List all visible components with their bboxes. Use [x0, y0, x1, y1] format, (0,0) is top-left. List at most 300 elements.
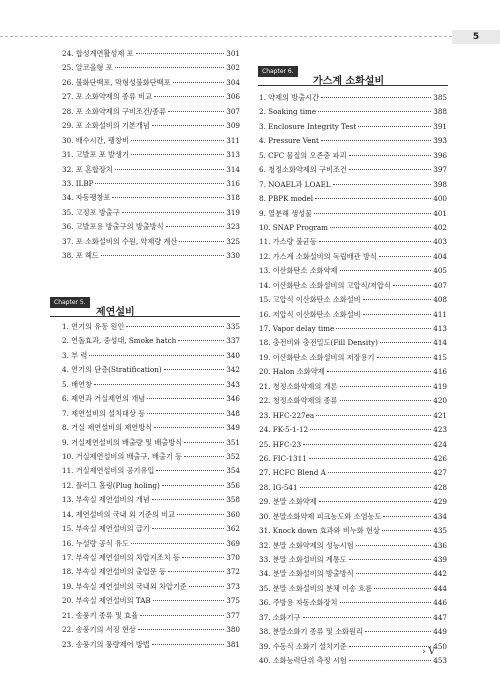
toc-leader-dots	[166, 226, 225, 227]
toc-leader-dots	[178, 340, 224, 341]
toc-entry-page: 419	[433, 381, 447, 391]
toc-entry-page: 318	[226, 193, 240, 203]
toc-entry	[62, 582, 240, 596]
toc-entry-page: 348	[226, 408, 240, 418]
toc-entry	[259, 353, 447, 367]
toc-entry-title: 24. FK-5-1-12	[259, 425, 309, 435]
toc-leader-dots	[318, 111, 431, 112]
toc-entry	[62, 611, 240, 625]
toc-entry-title: 22. 송풍기의 서징 현상	[62, 625, 136, 635]
toc-entry	[62, 394, 240, 408]
toc-entry-page: 362	[226, 524, 240, 534]
toc-leader-dots	[356, 545, 432, 546]
toc-entry	[259, 425, 447, 439]
toc-entry-title: 9. 열분해 생성물	[259, 208, 313, 218]
toc-entry-title: 21. 청정소화약제의 개론	[259, 381, 338, 391]
toc-entry-title: 35. 고정포 방출구	[62, 207, 120, 217]
toc-entry	[259, 194, 447, 208]
toc-entry-page: 370	[226, 553, 240, 562]
toc-entry-title: 10. 거실제연설비의 배출구, 배출기 등	[62, 451, 183, 461]
toc-entry-title: 24. 합성계면활성제 포	[62, 49, 134, 58]
toc-entry-page: 397	[433, 165, 447, 175]
toc-entry-page: 400	[433, 194, 447, 204]
toc-entry-page: 411	[433, 309, 447, 319]
toc-entry-title: 18. 충전비와 충전밀도(Fill Density)	[259, 338, 378, 348]
toc-leader-dots	[383, 516, 431, 517]
toc-entry-page: 337	[226, 336, 240, 346]
toc-entry	[62, 107, 240, 121]
toc-entry-title: 25. 알코올형 포	[62, 63, 113, 73]
toc-entry-title: 32. 포 혼합장치	[62, 164, 113, 174]
toc-entry-title: 7. NOAEL과 LOAEL	[259, 179, 331, 189]
toc-leader-dots	[152, 499, 225, 500]
toc-leader-dots	[177, 514, 224, 515]
toc-entry-page: 313	[226, 150, 240, 160]
toc-entry-title: 29. 분말 소화약제	[259, 497, 317, 507]
toc-entry-page: 306	[226, 92, 240, 102]
toc-leader-dots	[379, 256, 432, 257]
toc-entry-page: 449	[433, 627, 447, 637]
toc-leader-dots	[131, 154, 224, 155]
toc-entry	[62, 510, 240, 524]
toc-entry-title: 27. HCFC Blend A	[259, 468, 326, 478]
toc-entry-title: 23. 송풍기의 풍량제어 방법	[62, 639, 150, 649]
toc-entry-page: 351	[226, 437, 240, 447]
toc-entry-title: 8. 거실 제연설비의 제연방식	[62, 423, 153, 433]
toc-entry-page: 444	[433, 583, 447, 593]
toc-entry	[259, 310, 447, 324]
toc-leader-dots	[349, 559, 432, 560]
toc-entry	[259, 584, 447, 598]
toc-entry-page: 405	[433, 266, 447, 276]
toc-entry-title: 14. 이산화탄소 소화설비의 고압식/저압식	[259, 280, 391, 290]
toc-entry-page: 314	[226, 164, 240, 174]
toc-entry	[259, 136, 447, 150]
toc-leader-dots	[327, 371, 432, 372]
toc-leader-dots	[152, 528, 225, 529]
toc-entry-title: 32. 분말 소화약제의 성능시험	[259, 540, 354, 550]
toc-entry-title: 6. 제연과 거실제연의 개념	[62, 394, 146, 404]
toc-entry	[259, 396, 447, 410]
toc-entry-title: 17. 부속실 제연설비의 차압지조치 등	[62, 553, 180, 562]
toc-entry-title: 4. Pressure Vent	[259, 136, 319, 146]
toc-entry-title: 33. 분말 소화설비의 계통도	[259, 555, 347, 564]
toc-entry-page: 423	[433, 425, 447, 435]
toc-entry-page: 340	[226, 350, 240, 360]
toc-leader-dots	[319, 241, 432, 242]
toc-leader-dots	[319, 501, 432, 502]
toc-entry-title: 16. 누설량 공식 유도	[62, 538, 129, 548]
toc-entry-title: 17. Vapor delay time	[259, 324, 335, 333]
toc-entry-page: 346	[226, 394, 240, 404]
toc-entry	[259, 266, 447, 280]
toc-entry	[62, 322, 240, 336]
toc-entry	[259, 209, 447, 223]
toc-entry-title: 16. 저압식 이산화탄소 소화설비	[259, 309, 361, 319]
toc-leader-dots	[356, 573, 432, 574]
toc-entry-page: 421	[433, 410, 447, 420]
toc-entry-page: 343	[226, 379, 240, 389]
toc-leader-dots	[340, 386, 432, 387]
toc-entry-page: 424	[433, 439, 447, 449]
toc-entry-page: 369	[226, 538, 240, 548]
toc-entry-page: 396	[433, 150, 447, 160]
toc-entry	[259, 454, 447, 468]
toc-entry-title: 27. 포 소화약제의 종류 비교	[62, 92, 153, 102]
toc-entry-page: 447	[433, 612, 447, 622]
toc-entry-page: 360	[226, 509, 240, 519]
toc-entry-page: 408	[433, 295, 447, 305]
toc-entry-title: 38. 포 헤드	[62, 251, 99, 261]
toc-entry-title: 2. 연돌효과, 중성대, Smoke hatch	[62, 336, 177, 346]
toc-entry-title: 1. 약제의 방출시간	[259, 93, 320, 102]
toc-entry	[62, 121, 240, 135]
toc-leader-dots	[179, 241, 224, 242]
toc-entry	[62, 78, 240, 92]
toc-leader-dots	[112, 197, 224, 198]
toc-entry-title: 26. FIC-1311	[259, 453, 307, 463]
toc-entry-title: 19. 이산화탄소 소화설비의 저장용기	[259, 352, 375, 362]
toc-entry	[62, 237, 240, 251]
toc-entry	[62, 49, 240, 63]
toc-leader-dots	[153, 600, 225, 601]
toc-entry	[259, 107, 447, 121]
toc-list-gas-suppression	[259, 93, 447, 671]
toc-entry-page: 323	[226, 222, 240, 232]
toc-entry-page: 388	[433, 107, 447, 117]
toc-list-smoke-control	[62, 322, 240, 654]
toc-entry-page: 442	[433, 569, 447, 579]
toc-leader-dots	[336, 328, 431, 329]
toc-entry-title: 1. 연기의 유동 원인	[62, 322, 125, 331]
toc-entry	[259, 598, 447, 612]
toc-entry-page: 403	[433, 237, 447, 247]
toc-entry-title: 26. 불화단백포, 막형성불화단백포	[62, 77, 171, 87]
toc-leader-dots	[365, 631, 431, 632]
toc-entry-title: 21. 송풍기 종류 및 효율	[62, 610, 139, 620]
toc-entry	[259, 468, 447, 482]
header-dashed-rule	[0, 36, 452, 37]
toc-leader-dots	[164, 369, 225, 370]
toc-leader-dots	[349, 169, 431, 170]
toc-entry-page: 372	[226, 567, 240, 577]
toc-entry-page: 391	[433, 121, 447, 131]
toc-entry-title: 34. 자동팽창포	[62, 193, 111, 203]
toc-entry-page: 319	[226, 207, 240, 217]
toc-entry	[259, 281, 447, 295]
toc-leader-dots	[152, 125, 225, 126]
toc-entry-title: 36. 고발포용 방출구의 방출방식	[62, 222, 164, 232]
toc-entry-page: 377	[226, 610, 240, 620]
toc-entry	[259, 555, 447, 569]
toc-entry	[259, 642, 447, 656]
toc-leader-dots	[115, 169, 225, 170]
toc-entry-page: 428	[433, 482, 447, 492]
toc-entry	[259, 252, 447, 266]
toc-entry	[62, 438, 240, 452]
toc-leader-dots	[300, 487, 432, 488]
toc-leader-dots	[330, 227, 431, 228]
toc-entry-page: 342	[226, 365, 240, 375]
toc-leader-dots	[382, 530, 431, 531]
toc-leader-dots	[380, 342, 431, 343]
toc-leader-dots	[168, 571, 224, 572]
toc-entry-page: 302	[226, 63, 240, 73]
toc-entry	[259, 151, 447, 165]
toc-entry	[259, 526, 447, 540]
toc-entry-title: 20. 부속실 제연설비의 TAB	[62, 596, 151, 606]
toc-leader-dots	[162, 485, 225, 486]
toc-entry-title: 12. 가스계 소화설비의 독립배관 방식	[259, 251, 377, 261]
toc-entry	[259, 367, 447, 381]
chapter-5-tag: Chapter 5.	[50, 297, 90, 308]
toc-leader-dots	[303, 444, 431, 445]
toc-entry	[62, 452, 240, 466]
toc-leader-dots	[309, 458, 432, 459]
toc-leader-dots	[154, 96, 224, 97]
chapter-6-title: 가스계 소화설비	[313, 76, 385, 87]
toc-entry-title: 33. ILBP	[62, 178, 94, 188]
toc-entry	[259, 338, 447, 352]
toc-entry-page: 398	[433, 179, 447, 189]
toc-entry	[62, 63, 240, 77]
toc-entry	[62, 251, 240, 265]
toc-entry	[62, 336, 240, 350]
toc-entry-page: 385	[433, 93, 447, 102]
toc-entry	[62, 567, 240, 581]
toc-entry	[62, 380, 240, 394]
toc-leader-dots	[340, 270, 432, 271]
toc-entry-title: 25. HFC-23	[259, 439, 302, 449]
footer-page-number: V	[428, 647, 435, 657]
toc-entry-page: 429	[433, 497, 447, 507]
toc-entry-page: 416	[433, 367, 447, 377]
toc-leader-dots	[184, 456, 224, 457]
toc-entry-page: 304	[226, 77, 240, 87]
toc-leader-dots	[321, 140, 431, 141]
toc-entry-page: 446	[433, 598, 447, 608]
toc-entry-title: 38. 분말소화기 종류 및 소화원리	[259, 627, 363, 637]
toc-leader-dots	[377, 357, 432, 358]
toc-entry	[259, 295, 447, 309]
toc-leader-dots	[321, 97, 431, 98]
toc-entry-title: 9. 거실제연설비의 배출량 및 배출방식	[62, 437, 183, 447]
toc-entry-title: 20. Halon 소화약제	[259, 367, 325, 377]
toc-entry	[62, 539, 240, 553]
toc-entry	[62, 179, 240, 193]
toc-entry	[62, 208, 240, 222]
toc-leader-dots	[349, 660, 432, 661]
toc-entry-page: 307	[226, 106, 240, 116]
toc-entry-page: 435	[433, 526, 447, 536]
toc-entry-page: 309	[226, 121, 240, 131]
toc-entry-page: 381	[226, 639, 240, 649]
toc-entry-page: 414	[433, 338, 447, 348]
footer-page	[422, 647, 435, 657]
toc-entry	[62, 165, 240, 179]
toc-entry-page: 354	[226, 466, 240, 476]
toc-entry	[259, 613, 447, 627]
toc-leader-dots	[115, 67, 225, 68]
toc-entry-title: 40. 소화능력단위 측정 시험	[259, 656, 347, 666]
header-bar	[0, 30, 500, 44]
toc-entry	[259, 627, 447, 641]
toc-entry	[259, 497, 447, 511]
toc-entry	[259, 165, 447, 179]
toc-leader-dots	[316, 415, 431, 416]
toc-entry-page: 330	[226, 251, 240, 261]
toc-leader-dots	[95, 183, 224, 184]
toc-entry-title: 13. 이산화탄소 소화약제	[259, 266, 338, 276]
toc-entry	[259, 93, 447, 107]
toc-entry-page: 356	[226, 480, 240, 490]
toc-entry-title: 4. 연기의 단층(Stratification)	[62, 365, 162, 375]
toc-leader-dots	[340, 602, 432, 603]
toc-entry-page: 352	[226, 451, 240, 461]
toc-entry	[62, 92, 240, 106]
chapter-6-tag: Chapter 6.	[258, 66, 298, 77]
toc-entry-title: 3. Enclosure Integrity Test	[259, 121, 357, 131]
toc-entry-title: 36. 주방용 자동소화장치	[259, 598, 338, 608]
toc-entry-page: 393	[433, 136, 447, 146]
toc-leader-dots	[340, 400, 432, 401]
toc-leader-dots	[152, 644, 225, 645]
toc-entry-title: 12. 플러그 홀링(Plug holing)	[62, 480, 160, 490]
toc-entry-page: 335	[226, 322, 240, 331]
toc-entry	[62, 136, 240, 150]
toc-leader-dots	[122, 212, 225, 213]
toc-entry-page: 311	[226, 135, 240, 145]
page-number: 5	[452, 30, 500, 44]
toc-leader-dots	[189, 586, 225, 587]
toc-entry-title: 8. PBPK model	[259, 194, 314, 204]
toc-entry-title: 14. 제연설비의 국내 외 기준의 비교	[62, 509, 176, 519]
toc-entry	[259, 237, 447, 251]
toc-entry-page: 450	[433, 641, 447, 651]
toc-entry-title: 11. 거실제연설비의 공기유입	[62, 466, 155, 476]
toc-entry	[62, 625, 240, 639]
toc-entry	[62, 553, 240, 567]
toc-leader-dots	[393, 285, 431, 286]
toc-entry-title: 34. 분말 소화설비의 방출방식	[259, 569, 354, 579]
toc-leader-dots	[328, 472, 431, 473]
toc-entry-title: 31. 고발포 포 발생기	[62, 150, 129, 160]
toc-entry	[259, 382, 447, 396]
toc-entry	[62, 222, 240, 236]
toc-leader-dots	[310, 429, 431, 430]
toc-leader-dots	[303, 617, 432, 618]
toc-leader-dots	[154, 427, 224, 428]
toc-entry	[259, 180, 447, 194]
toc-entry-title: 37. 소화기구	[259, 612, 301, 622]
toc-entry-title: 37. 포 소화설비의 수원, 약제량 계산	[62, 236, 178, 246]
toc-entry-title: 6. 청정소화약제의 구비조건	[259, 165, 347, 175]
toc-entry-title: 3. 부 력	[62, 350, 88, 360]
toc-entry-page: 427	[433, 468, 447, 478]
toc-entry	[62, 423, 240, 437]
toc-entry-title: 15. 고압식 이산화탄소 소화설비	[259, 295, 361, 305]
toc-entry-page: 415	[433, 352, 447, 362]
toc-entry-title: 31. Knock down 효과와 비누화 현상	[259, 526, 380, 536]
toc-list-foam	[62, 49, 240, 266]
toc-entry	[62, 193, 240, 207]
toc-leader-dots	[101, 255, 224, 256]
toc-entry	[259, 541, 447, 555]
toc-entry	[259, 656, 447, 670]
toc-entry-title: 10. SNAP Program	[259, 222, 328, 232]
toc-leader-dots	[136, 53, 225, 54]
toc-entry-page: 413	[433, 324, 447, 333]
toc-entry-title: 13. 부속실 제연설비의 개념	[62, 495, 150, 505]
toc-entry	[62, 495, 240, 509]
toc-entry-page: 436	[433, 540, 447, 550]
toc-entry-page: 301	[226, 49, 240, 58]
chapter-5-rule	[50, 316, 240, 317]
toc-leader-dots	[315, 198, 431, 199]
toc-entry-title: 5. 배연창	[62, 379, 92, 389]
toc-leader-dots	[182, 557, 225, 558]
toc-entry	[62, 481, 240, 495]
toc-entry-page: 420	[433, 396, 447, 406]
toc-entry-title: 35. 분말 소화설비의 분체 이송 흐름	[259, 583, 373, 593]
toc-leader-dots	[349, 155, 432, 156]
toc-entry	[62, 150, 240, 164]
toc-entry-title: 28. 포 소화약제의 구비조건/종류	[62, 106, 167, 116]
toc-leader-dots	[156, 470, 224, 471]
chapter-6-rule	[258, 85, 448, 86]
toc-leader-dots	[173, 82, 225, 83]
toc-entry	[259, 223, 447, 237]
toc-entry-page: 453	[433, 656, 447, 666]
toc-entry-title: 30. 배수시간, 팽창비	[62, 135, 129, 145]
toc-entry-title: 19. 부속실 제연설비의 국내외 차압기준	[62, 581, 187, 591]
toc-entry	[259, 440, 447, 454]
toc-entry-page: 401	[433, 208, 447, 218]
toc-entry-page: 380	[226, 625, 240, 635]
toc-leader-dots	[358, 126, 431, 127]
toc-leader-dots	[147, 398, 224, 399]
toc-leader-dots	[138, 629, 224, 630]
toc-entry-page: 349	[226, 423, 240, 433]
toc-entry-title: 18. 부속실 제연설비의 출입문 등	[62, 567, 166, 577]
toc-entry-page: 316	[226, 178, 240, 188]
toc-entry-title: 39. 수동식 소화기 설치기준	[259, 641, 347, 651]
toc-leader-dots	[147, 413, 224, 414]
toc-entry-page: 375	[226, 596, 240, 606]
toc-leader-dots	[349, 646, 432, 647]
toc-leader-dots	[314, 213, 431, 214]
toc-entry	[259, 324, 447, 338]
toc-leader-dots	[94, 384, 224, 385]
footer-arrow-icon: ›	[422, 647, 426, 657]
toc-entry-page: 402	[433, 222, 447, 232]
toc-leader-dots	[168, 111, 224, 112]
toc-leader-dots	[140, 615, 224, 616]
toc-entry-title: 23. HFC-227ea	[259, 410, 315, 420]
toc-entry-title: 28. IG-541	[259, 482, 298, 492]
toc-entry-title: 30. 분말소화약제 피크농도와 소염농도	[259, 511, 382, 521]
toc-entry	[62, 466, 240, 480]
toc-entry-title: 5. CFC 물질의 오존층 파괴	[259, 150, 347, 160]
toc-entry-title: 22. 청정소화약제의 종류	[259, 396, 338, 406]
toc-entry	[62, 351, 240, 365]
toc-entry	[62, 524, 240, 538]
toc-entry	[259, 411, 447, 425]
toc-entry-page: 439	[433, 555, 447, 564]
toc-entry	[259, 569, 447, 583]
toc-entry-title: 7. 제연설비의 설치대상 등	[62, 408, 146, 418]
toc-entry	[62, 365, 240, 379]
